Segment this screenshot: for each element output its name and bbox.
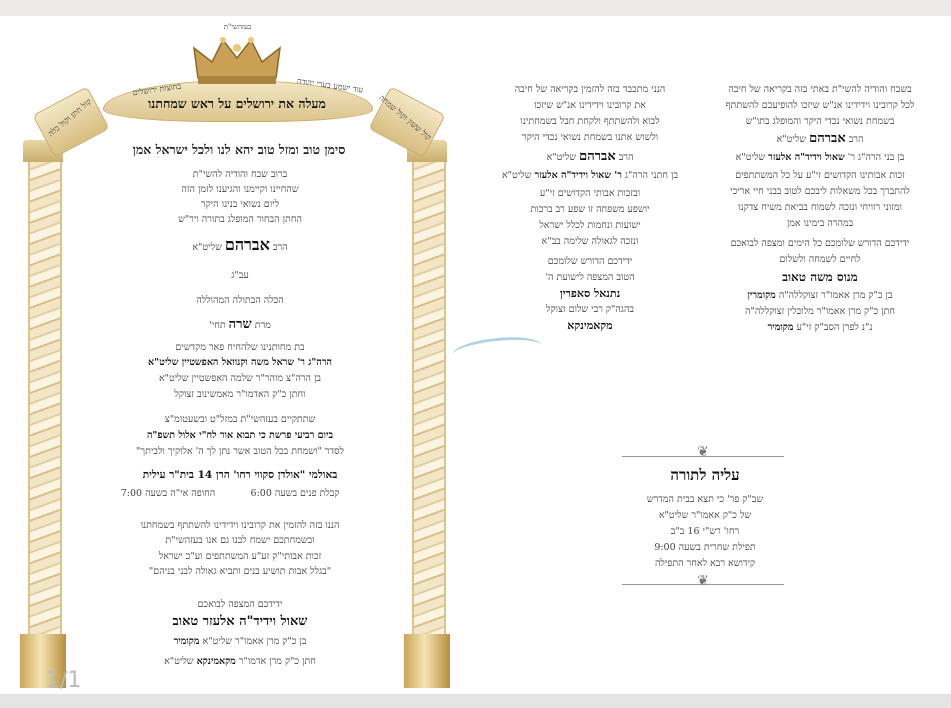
ra-line-17-a: בן כ"ק מרן אאמו"ר זצוקללה"ה: [778, 290, 893, 301]
groom-suffix: שליט"א: [192, 242, 222, 253]
left-signer-line-1-a: בן כ"ק מרן אאמו"ר שליט"א: [202, 636, 307, 647]
ra-line-17-b: מקומרין: [747, 290, 776, 301]
ra-line-grandson: [700, 131, 940, 148]
rb-line-15: ידידכם הדורש שלומכם: [547, 256, 633, 267]
left-line-venue: באולמי "אולדן סקווי רחו' הרן 14 בית"ר עילית: [142, 469, 338, 481]
ra-line-1: בשבח והודיה להשי"ת באתי בזה בקריאה של חיבה: [728, 84, 912, 95]
crown-caption: בעזהשי"ת: [223, 23, 252, 31]
chuppah-time: החופה אי"ה בשעה 7:00: [120, 488, 216, 499]
ra-grandson-name: אברהם: [809, 131, 846, 146]
left-line-23: הננו בזה להזמין את קרובינו וידידינו להשתתף בשמחתנו: [140, 520, 340, 531]
aliya-line-4: תפילת שחרית בשעה 9:00: [654, 542, 756, 553]
left-line-25: זכות אבותי"ק זע"ע המשתתפים וע"כ ישראל: [158, 551, 322, 562]
viewer-bottom-strip: [0, 694, 951, 708]
right-pillar-base: [404, 634, 450, 688]
ra-grandson-suffix: שליט"א: [776, 134, 807, 145]
ra-grandson-prefix: הרב: [848, 134, 864, 145]
right-pillar: [412, 160, 446, 635]
left-pillar: [28, 160, 62, 635]
bride-name: שרה: [228, 317, 252, 332]
flourish-bottom-icon: ❦: [697, 573, 709, 589]
ra-line-15: לחיים לשמחה ולשלום: [779, 254, 861, 265]
rb-son-prefix: בן חתני הרה"ג: [624, 170, 679, 181]
ra-line-3: בשמחת נשואי נכדי היקר והמופלג בתו"ש: [745, 116, 895, 127]
groom-name: אברהם: [224, 235, 270, 254]
left-line-ab: עב"ג: [231, 270, 249, 281]
banner-title: מעלה את ירושלים על ראש שמחתנו: [148, 96, 326, 111]
left-line-26: "בגלל אבות תושיע בנים ותביא גאולה לבני בניהם": [148, 566, 332, 577]
rb-son-name: ר' שאול וידיד"ה אלעזר: [534, 170, 622, 181]
rb-line-3: לבוא ולהשתתף ולקחת חבל בשמחתינו: [520, 116, 660, 127]
left-signer-line-2: [90, 654, 390, 670]
rb-line-19: מקאמינקא: [567, 319, 613, 332]
crown-icon: [190, 34, 285, 86]
left-signer-line-2-b: מקאמינקא: [196, 656, 236, 667]
ra-line-11: להתברך בכל משאלות ליבכם לטוב בבני חיי אריכי: [730, 186, 910, 197]
bride-suffix: תחי': [209, 320, 226, 331]
ra-line-20-a: נ"נ לפרן הסב"ק זי"ע: [796, 322, 873, 333]
left-signer-line-1: [90, 634, 390, 650]
groom-line: [90, 234, 390, 259]
rb-line-grandson: [490, 149, 690, 166]
left-line-17: שתתקיים בעזהשי"ת במזל"ט ובשעטומ"צ: [164, 414, 316, 425]
rb-line-18: בהגה"ק רבי שלום זצוקל: [545, 304, 634, 315]
left-line-4: החתן הבחור המופלג בתורה ויר"ש: [178, 214, 302, 225]
left-line-19: לסדר "ושמחת בכל הטוב אשר נתן לך ה' אלוקיך ולביתך": [136, 446, 344, 457]
ra-signer: מנוס משה טאוב: [782, 270, 858, 284]
rb-line-1: הנני מתכבד בזה להזמין בקריאה של חיבה: [514, 84, 666, 95]
ra-son-name: שאול וידיד"ה אלעזר: [768, 152, 845, 163]
ra-line-19: חתן כ"ק מרן אאמו"ר מלובלין זצוקללה"ה: [744, 306, 896, 317]
rb-line-2: את קרובינו וידידינו אנ"ש שיזכו: [534, 100, 646, 111]
ra-line-20-b: מקומיר: [767, 322, 794, 333]
rb-signer: נתנאל סאפרין: [559, 287, 621, 300]
banner-top-left: בחוצות ירושלים: [132, 81, 182, 98]
arch-text: סימן טוב ומזל טוב יהא לנו ולכל ישראל אמן: [132, 142, 346, 157]
rb-line-11: ובזכות אבותי הקדושים זי"ע: [539, 188, 641, 199]
aliya-line-1: שב"ק פר' כי תצא בבית המדרש: [646, 494, 764, 505]
left-line-3: ליום נשואי בנינו היקר: [200, 199, 280, 210]
ra-line-son: [700, 150, 940, 166]
ra-son-suffix: שליט"א: [735, 152, 766, 163]
groom-prefix: הרב: [272, 242, 288, 253]
ra-line-2: לכל קרובינו וידידינו אנ"ש שיזכו להופיעכם להשתתף: [725, 100, 915, 111]
rb-line-16: הטוב המצפה לישועת ה': [545, 272, 635, 283]
rb-line-son: [490, 168, 690, 184]
left-line-16: וחתן כ"ק האדמו"ר מאמשינוב זצוקל: [174, 389, 306, 400]
ra-line-14: ידידכם הדורש שלומכם כל הימים ומצפה לבואכם: [730, 238, 910, 249]
rb-grandson-prefix: הרב: [618, 152, 634, 163]
bride-line: [90, 314, 390, 337]
left-signer-line-2-a: חתן כ"ק מרן אדמו"ר: [238, 656, 316, 667]
rb-line-13: ישועות ונחמות לכלל ישראל: [539, 220, 641, 231]
aliya-line-2: של כ"ק אאמו"ר שליט"א: [658, 510, 752, 521]
left-line-18: ביום רביעי פרשת כי תבוא אור לח"י אלול תשפ"ה: [146, 430, 334, 441]
ra-line-12: ומזוני רוויחי ונזכה לשמוח בביאת משיח צדקנו: [738, 202, 902, 213]
scroll-left-text: קול ששון וקול שמחה: [377, 93, 433, 142]
rb-son-suffix: שליט"א: [501, 170, 532, 181]
kabalat-panim-time: קבלת פנים בשעה 6:00: [250, 488, 340, 499]
rb-line-14: ונזכה לגאולה שלימה בב"א: [541, 236, 639, 247]
flourish-top-icon: ❦: [697, 444, 709, 460]
bride-prefix: מרת: [254, 320, 271, 331]
left-line-15: בן הרה"צ מוהר"ר שלמה האפשטיין שליט"א: [158, 373, 321, 384]
page-indicator: 1/1: [46, 668, 82, 693]
ra-line-17: [700, 288, 940, 304]
left-line-24: ובשמחתכם ישמח לבנו גם אנו בעזהשי"ת: [165, 535, 315, 546]
left-line-27: ידידכם המצפה לבואכם: [197, 599, 283, 610]
left-line-14: הרה"ג ר' שראל משה וקנוואל האפשטיין שליט"א: [148, 357, 332, 368]
aliya-title: עליה לתורה: [670, 466, 740, 484]
rb-line-4: ולשוש אתנו בשמחת נשואי נכדי היקר: [521, 132, 659, 143]
ra-line-10: זכות אבותינו הקדושים זי"ע על כל המשתתפים: [735, 170, 905, 181]
scroll-right-text: קול חתן וקול כלה: [46, 96, 94, 139]
rb-grandson-suffix: שליט"א: [546, 152, 577, 163]
rb-grandson-name: אברהם: [579, 149, 616, 164]
aliya-line-5: קידושא רבא לאחר התפילה: [654, 558, 756, 569]
left-line-2: שהחיינו וקיימנו והגיענו לזמן הזה: [181, 184, 299, 195]
aliya-line-3: רחו' רש"י 16 ב"ב: [670, 526, 740, 537]
left-line-kala: הכלה הבתולה המהוללה: [196, 295, 284, 306]
left-signer-line-2-c: שליט"א: [164, 656, 194, 667]
banner-top-right: עוד ישמע בערי יהודה: [296, 76, 364, 95]
ra-son-prefix: בן בני הרה"ג ר': [847, 152, 905, 163]
left-line-13: בת מחותנינו שלהחיח פאר מקדשים: [175, 342, 305, 353]
left-line-1: ברוב שבח והודיה להשי"ת: [192, 169, 288, 180]
rb-line-12: יושפע משפחה זו שפע רב ברכות: [530, 204, 650, 215]
left-signer: שאול וידיד"ה אלעזר טאוב: [172, 614, 308, 629]
ra-line-20: [700, 320, 940, 336]
ra-line-13: במהרה בימינו אמן: [786, 218, 854, 229]
left-signer-line-1-b: מקומיר: [173, 636, 200, 647]
